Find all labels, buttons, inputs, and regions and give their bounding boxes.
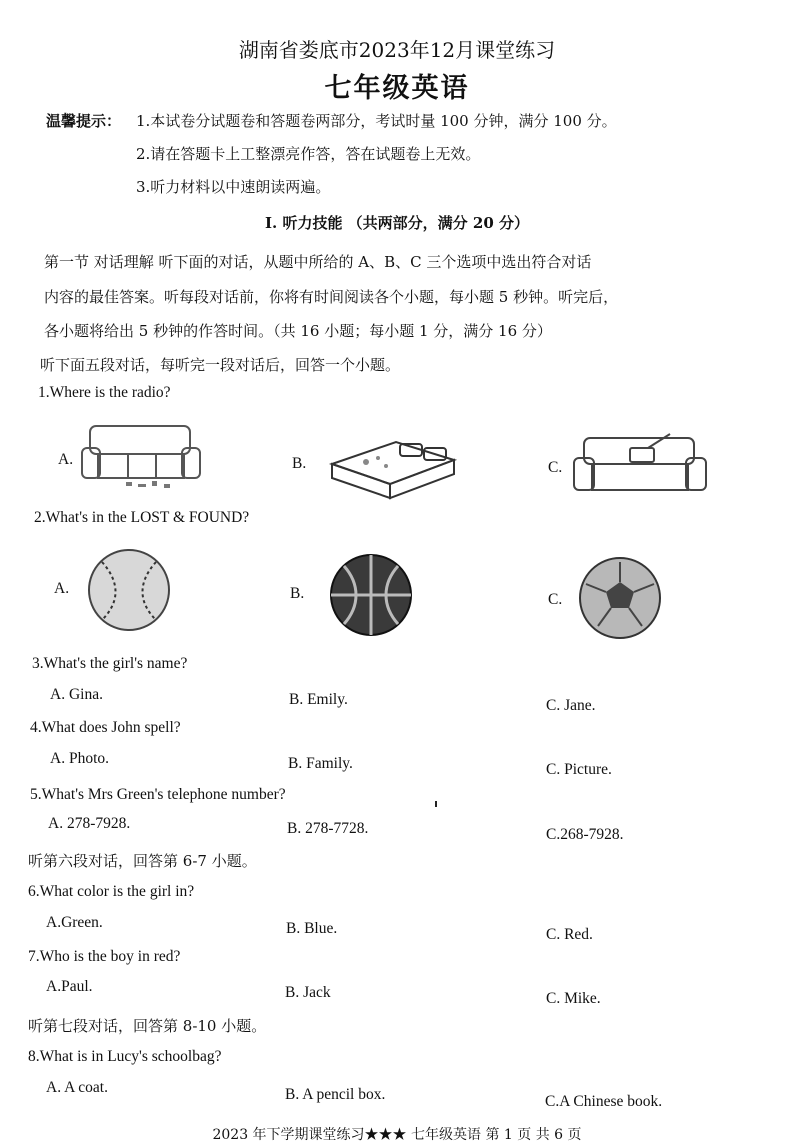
q3-option-b: B. Emily. xyxy=(289,691,348,708)
bed-image xyxy=(326,424,460,504)
scan-speck xyxy=(435,801,437,807)
question-1: 1.Where is the radio? xyxy=(38,384,171,401)
page-footer: 2023 年下学期课堂练习★★★ 七年级英语 第 1 页 共 6 页 xyxy=(212,1127,582,1143)
question-6: 6.What color is the girl in? xyxy=(28,883,195,900)
q8-option-a: A. A coat. xyxy=(46,1079,108,1096)
part1-line-2: 内容的最佳答案。听每段对话前，你将有时间阅读各个小题，每小题 5 秒钟。听完后， xyxy=(44,288,619,306)
q2-option-a-label: A. xyxy=(54,580,70,597)
q7-option-a: A.Paul. xyxy=(46,978,93,995)
q1-option-b-label: B. xyxy=(292,455,307,472)
question-4: 4.What does John spell? xyxy=(30,719,181,736)
q6-option-a: A.Green. xyxy=(46,914,103,931)
notice-line-3: 3.听力材料以中速朗读两遍。 xyxy=(136,178,331,196)
q6-option-b: B. Blue. xyxy=(286,920,338,937)
subject-title: 七年级英语 xyxy=(324,73,470,104)
q1-option-c-label: C. xyxy=(548,459,563,476)
question-7: 7.Who is the boy in red? xyxy=(28,948,181,965)
sofa-with-radio-image xyxy=(570,430,710,506)
soccer-ball-image xyxy=(576,554,664,642)
question-5: 5.What's Mrs Green's telephone number? xyxy=(30,786,286,803)
q1-option-a-label: A. xyxy=(58,451,74,468)
q4-option-a: A. Photo. xyxy=(50,750,109,767)
instruction-five-dialogues: 听下面五段对话，每听完一段对话后，回答一个小题。 xyxy=(40,356,401,374)
q5-option-c: C.268-7928. xyxy=(546,826,624,843)
part1-line-3: 各小题将给出 5 秒钟的作答时间。（共 16 小题；每小题 1 分，满分 16 分） xyxy=(44,322,552,340)
q3-option-c: C. Jane. xyxy=(546,697,596,714)
q4-option-b: B. Family. xyxy=(288,755,353,772)
section-1-title: I. 听力技能 （共两部分，满分 20 分） xyxy=(264,214,529,232)
q8-option-c: C.A Chinese book. xyxy=(545,1093,663,1110)
basketball-image xyxy=(326,550,416,640)
part1-line-1: 第一节 对话理解 听下面的对话，从题中所给的 A、B、C 三个选项中选出符合对话 xyxy=(44,253,592,271)
question-3: 3.What's the girl's name? xyxy=(32,655,188,672)
notice-line-2: 2.请在答题卡上工整漂亮作答，答在试题卷上无效。 xyxy=(136,145,481,163)
q2-option-c-label: C. xyxy=(548,591,563,608)
sofa-image xyxy=(78,418,206,500)
question-8: 8.What is in Lucy's schoolbag? xyxy=(28,1048,222,1065)
q7-option-b: B. Jack xyxy=(285,984,331,1001)
instruction-seventh-dialogue: 听第七段对话，回答第 8-10 小题。 xyxy=(28,1017,267,1035)
notice-line-1: 1.本试卷分试题卷和答题卷两部分，考试时量 100 分钟，满分 100 分。 xyxy=(136,112,617,130)
q2-option-b-label: B. xyxy=(290,585,305,602)
q3-option-a: A. Gina. xyxy=(50,686,103,703)
question-2: 2.What's in the LOST & FOUND? xyxy=(34,509,250,526)
notice-label: 温馨提示： xyxy=(46,112,122,130)
q7-option-c: C. Mike. xyxy=(546,990,601,1007)
instruction-sixth-dialogue: 听第六段对话，回答第 6-7 小题。 xyxy=(28,852,257,870)
q8-option-b: B. A pencil box. xyxy=(285,1086,386,1103)
q5-option-a: A. 278-7928. xyxy=(48,815,131,832)
q4-option-c: C. Picture. xyxy=(546,761,612,778)
q6-option-c: C. Red. xyxy=(546,926,593,943)
baseball-image xyxy=(84,544,174,636)
q5-option-b: B. 278-7728. xyxy=(287,820,369,837)
exam-title: 湖南省娄底市2023年12月课堂练习 xyxy=(238,38,556,62)
